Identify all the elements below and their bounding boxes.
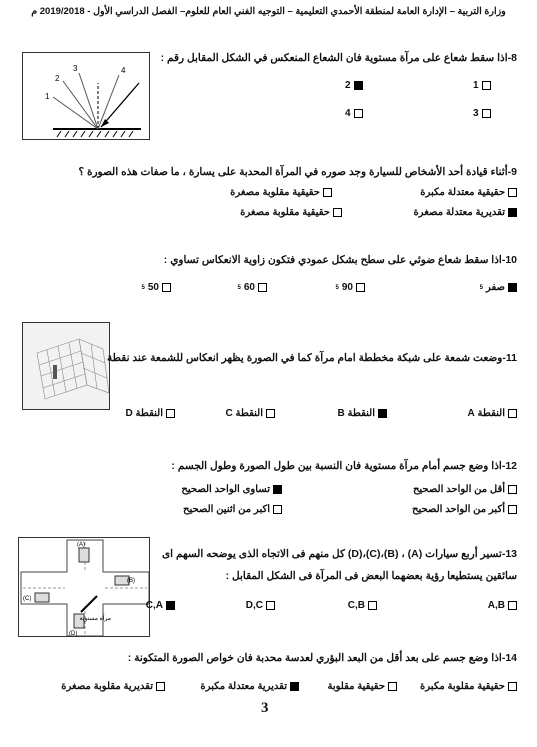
checkbox[interactable]: [258, 283, 267, 292]
question-10: 10-اذا سقط شعاع ضوئي على سطح بشكل عمودي فتكون زاوية الانعكاس تساوي :: [163, 254, 517, 266]
checkbox[interactable]: [508, 409, 517, 418]
checkbox[interactable]: [162, 283, 171, 292]
checkbox[interactable]: [508, 188, 517, 197]
option-q8-3[interactable]: 3: [473, 108, 491, 119]
option-q8-1[interactable]: 1: [473, 80, 491, 91]
checkbox-checked[interactable]: [378, 409, 387, 418]
checkbox[interactable]: [156, 682, 165, 691]
figure-mirror-rays: [22, 52, 150, 140]
option-q8-4[interactable]: 4: [345, 108, 363, 119]
question-12: 12-اذا وضع جسم أمام مرآة مستوية فان النسبة بين طول الصورة وطول الجسم :: [171, 460, 517, 472]
car-label: (D): [69, 631, 78, 637]
option-q9-4[interactable]: حقيقية مقلوبة مصغرة: [240, 207, 342, 218]
option-q14-1[interactable]: حقيقية مقلوبة مكبرة: [420, 681, 517, 692]
option-q12-1[interactable]: أقل من الواحد الصحيح: [413, 484, 517, 495]
ray-label: 1: [45, 92, 50, 101]
car-label: (A): [77, 542, 85, 548]
car-label: (C): [23, 596, 32, 602]
checkbox[interactable]: [508, 601, 517, 610]
option-q9-3[interactable]: تقديرية معتدلة مصغرة: [413, 207, 517, 218]
checkbox[interactable]: [508, 505, 517, 514]
option-q14-3[interactable]: تقديرية معتدلة مكبرة: [200, 681, 299, 692]
question-8: [161, 52, 517, 64]
option-q9-1[interactable]: حقيقية معتدلة مكبرة: [420, 187, 517, 198]
checkbox[interactable]: [508, 682, 517, 691]
page-header: وزارة التربية – الإدارة العامة لمنطقة الأحمدي التعليمية – التوجيه الفني العام للعلوم– الفصل الدراسي الأول - 2019/2018 م: [31, 6, 506, 17]
option-q10-3[interactable]: 60 5: [238, 282, 267, 293]
checkbox[interactable]: [323, 188, 332, 197]
question-14: 14-اذا وضع جسم على بعد أقل من البعد البؤري لعدسة محدبة فان خواص الصورة المتكونة :: [127, 652, 517, 664]
option-q12-4[interactable]: اكبر من اثنين الصحيح: [183, 504, 282, 515]
ray-label: 2: [55, 74, 60, 83]
option-q9-2[interactable]: حقيقية مقلوبة مصغرة: [230, 187, 332, 198]
ray-label: 3: [73, 64, 78, 73]
checkbox[interactable]: [482, 81, 491, 90]
figure-candle-grid: [22, 322, 110, 410]
ray-label: 4: [121, 66, 126, 75]
option-q10-2[interactable]: 90 5: [336, 282, 365, 293]
option-q10-1[interactable]: صفر 5: [480, 282, 517, 293]
option-q13-3[interactable]: D,C: [246, 600, 275, 611]
option-q12-2[interactable]: تساوى الواحد الصحيح: [181, 484, 282, 495]
option-q11-2[interactable]: النقطة B: [338, 408, 387, 419]
car-label: (B): [127, 578, 135, 584]
option-q12-3[interactable]: أكبر من الواحد الصحيح: [412, 504, 517, 515]
checkbox-checked[interactable]: [354, 81, 363, 90]
checkbox[interactable]: [273, 505, 282, 514]
mirror-label: مرآة مستوية: [79, 616, 111, 622]
checkbox[interactable]: [356, 283, 365, 292]
option-q13-1[interactable]: A,B: [488, 600, 517, 611]
question-number: 8-: [507, 52, 517, 64]
option-q13-4[interactable]: C,A: [146, 600, 175, 611]
checkbox[interactable]: [508, 485, 517, 494]
checkbox[interactable]: [354, 109, 363, 118]
question-text: اذا سقط شعاع على مرآة مستوية فان الشعاع المنعكس في الشكل المقابل رقم :: [160, 52, 508, 64]
checkbox-checked[interactable]: [273, 485, 282, 494]
checkbox[interactable]: [166, 409, 175, 418]
checkbox-checked[interactable]: [290, 682, 299, 691]
option-q14-2[interactable]: حقيقية مقلوبة: [327, 681, 397, 692]
option-q10-4[interactable]: 50 5: [142, 282, 171, 293]
checkbox-checked[interactable]: [166, 601, 175, 610]
checkbox[interactable]: [388, 682, 397, 691]
checkbox-checked[interactable]: [508, 208, 517, 217]
checkbox[interactable]: [333, 208, 342, 217]
option-q11-4[interactable]: النقطة D: [126, 408, 175, 419]
question-13: 13-تسير أربع سيارات (A) ، (B)،(C)،(D) كل منهم فى الاتجاه الذى يوضحه السهم اى: [161, 548, 517, 560]
checkbox[interactable]: [482, 109, 491, 118]
page-number: 3: [261, 700, 269, 716]
checkbox[interactable]: [266, 601, 275, 610]
option-q14-4[interactable]: تقديرية مقلوبة مصغرة: [61, 681, 165, 692]
checkbox-checked[interactable]: [508, 283, 517, 292]
checkbox[interactable]: [266, 409, 275, 418]
checkbox[interactable]: [368, 601, 377, 610]
figure-cars-mirror: [18, 537, 150, 637]
question-9: 9-أثناء قيادة أحد الأشخاص للسيارة وجد صوره في المرآة المحدبة على يسارة ، ما صفات هذه الصورة ؟: [78, 166, 517, 178]
option-q11-3[interactable]: النقطة C: [226, 408, 275, 419]
option-q8-2[interactable]: 2: [345, 80, 363, 91]
question-13-line-2: سائقين يستطيعا رؤية بعضهما البعض فى المرآة فى الشكل المقابل :: [225, 570, 517, 582]
question-11: 11-وضعت شمعة على شبكة مخططة امام مرآة كما في الصورة يظهر انعكاس للشمعة عند نقطة: [107, 352, 517, 364]
option-q13-2[interactable]: C,B: [348, 600, 377, 611]
option-q11-1[interactable]: النقطة A: [468, 408, 517, 419]
